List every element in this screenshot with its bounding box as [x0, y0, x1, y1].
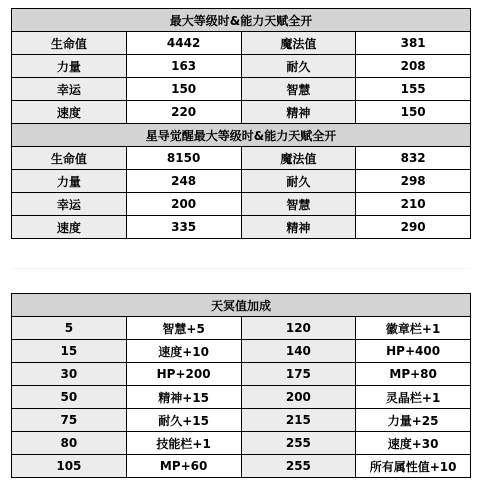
stat-value: 832 — [356, 147, 471, 170]
bonus-effect: 耐久+15 — [126, 409, 241, 432]
stat-value: 4442 — [126, 32, 241, 55]
bonus-effect: 速度+10 — [126, 340, 241, 363]
bonus-effect: MP+80 — [356, 363, 471, 386]
threshold-value: 80 — [12, 432, 127, 455]
table-row — [12, 32, 471, 55]
stat-value: 290 — [356, 216, 471, 239]
bonus-table — [11, 293, 471, 478]
stat-label: 精神 — [241, 101, 356, 124]
threshold-value: 255 — [241, 455, 356, 478]
bonus-effect: 所有属性值+10 — [356, 455, 471, 478]
table-row — [12, 432, 471, 455]
bonus-effect: MP+60 — [126, 455, 241, 478]
stat-value: 248 — [126, 170, 241, 193]
bonus-effect: 精神+15 — [126, 386, 241, 409]
stat-value: 381 — [356, 32, 471, 55]
table-row — [12, 317, 471, 340]
stat-label: 智慧 — [241, 193, 356, 216]
stat-value: 208 — [356, 55, 471, 78]
stat-label: 速度 — [12, 216, 127, 239]
threshold-value: 215 — [241, 409, 356, 432]
bonus-effect: 速度+30 — [356, 432, 471, 455]
faint-divider — [11, 268, 471, 269]
stat-label: 耐久 — [241, 55, 356, 78]
stats-table — [11, 8, 471, 239]
stat-label: 幸运 — [12, 193, 127, 216]
table-row — [12, 216, 471, 239]
threshold-value: 15 — [12, 340, 127, 363]
stat-label: 耐久 — [241, 170, 356, 193]
stat-label: 力量 — [12, 55, 127, 78]
stat-label: 智慧 — [241, 78, 356, 101]
stat-value: 150 — [126, 78, 241, 101]
bonus-effect: 智慧+5 — [126, 317, 241, 340]
threshold-value: 5 — [12, 317, 127, 340]
bonus-effect: HP+200 — [126, 363, 241, 386]
table-header-row — [12, 294, 471, 317]
bonus-effect: 徽章栏+1 — [356, 317, 471, 340]
table-header-row — [12, 9, 471, 32]
stat-label: 精神 — [241, 216, 356, 239]
threshold-value: 30 — [12, 363, 127, 386]
threshold-value: 140 — [241, 340, 356, 363]
section-title-max-level: 最大等级时&能力天赋全开 — [12, 9, 471, 32]
stat-label: 生命值 — [12, 32, 127, 55]
bonus-effect: 技能栏+1 — [126, 432, 241, 455]
section-title-bonus: 天冥值加成 — [12, 294, 471, 317]
stat-value: 220 — [126, 101, 241, 124]
threshold-value: 105 — [12, 455, 127, 478]
stat-label: 力量 — [12, 170, 127, 193]
stat-label: 魔法值 — [241, 32, 356, 55]
stat-value: 210 — [356, 193, 471, 216]
table-row — [12, 170, 471, 193]
table-header-row — [12, 124, 471, 147]
stat-label: 速度 — [12, 101, 127, 124]
threshold-value: 50 — [12, 386, 127, 409]
table-row — [12, 101, 471, 124]
bonus-effect: 灵晶栏+1 — [356, 386, 471, 409]
stat-label: 幸运 — [12, 78, 127, 101]
stat-value: 8150 — [126, 147, 241, 170]
table-row — [12, 386, 471, 409]
table-row — [12, 409, 471, 432]
table-row — [12, 78, 471, 101]
bonus-effect: HP+400 — [356, 340, 471, 363]
table-row — [12, 340, 471, 363]
stat-label: 魔法值 — [241, 147, 356, 170]
stat-value: 298 — [356, 170, 471, 193]
threshold-value: 200 — [241, 386, 356, 409]
bonus-effect: 力量+25 — [356, 409, 471, 432]
stat-value: 335 — [126, 216, 241, 239]
threshold-value: 120 — [241, 317, 356, 340]
table-row — [12, 147, 471, 170]
threshold-value: 255 — [241, 432, 356, 455]
section-title-awaken: 星导觉醒最大等级时&能力天赋全开 — [12, 124, 471, 147]
table-row — [12, 455, 471, 478]
table-row — [12, 363, 471, 386]
threshold-value: 75 — [12, 409, 127, 432]
stat-value: 163 — [126, 55, 241, 78]
stat-value: 150 — [356, 101, 471, 124]
stat-value: 200 — [126, 193, 241, 216]
threshold-value: 175 — [241, 363, 356, 386]
stat-label: 生命值 — [12, 147, 127, 170]
table-row — [12, 55, 471, 78]
table-row — [12, 193, 471, 216]
stat-value: 155 — [356, 78, 471, 101]
